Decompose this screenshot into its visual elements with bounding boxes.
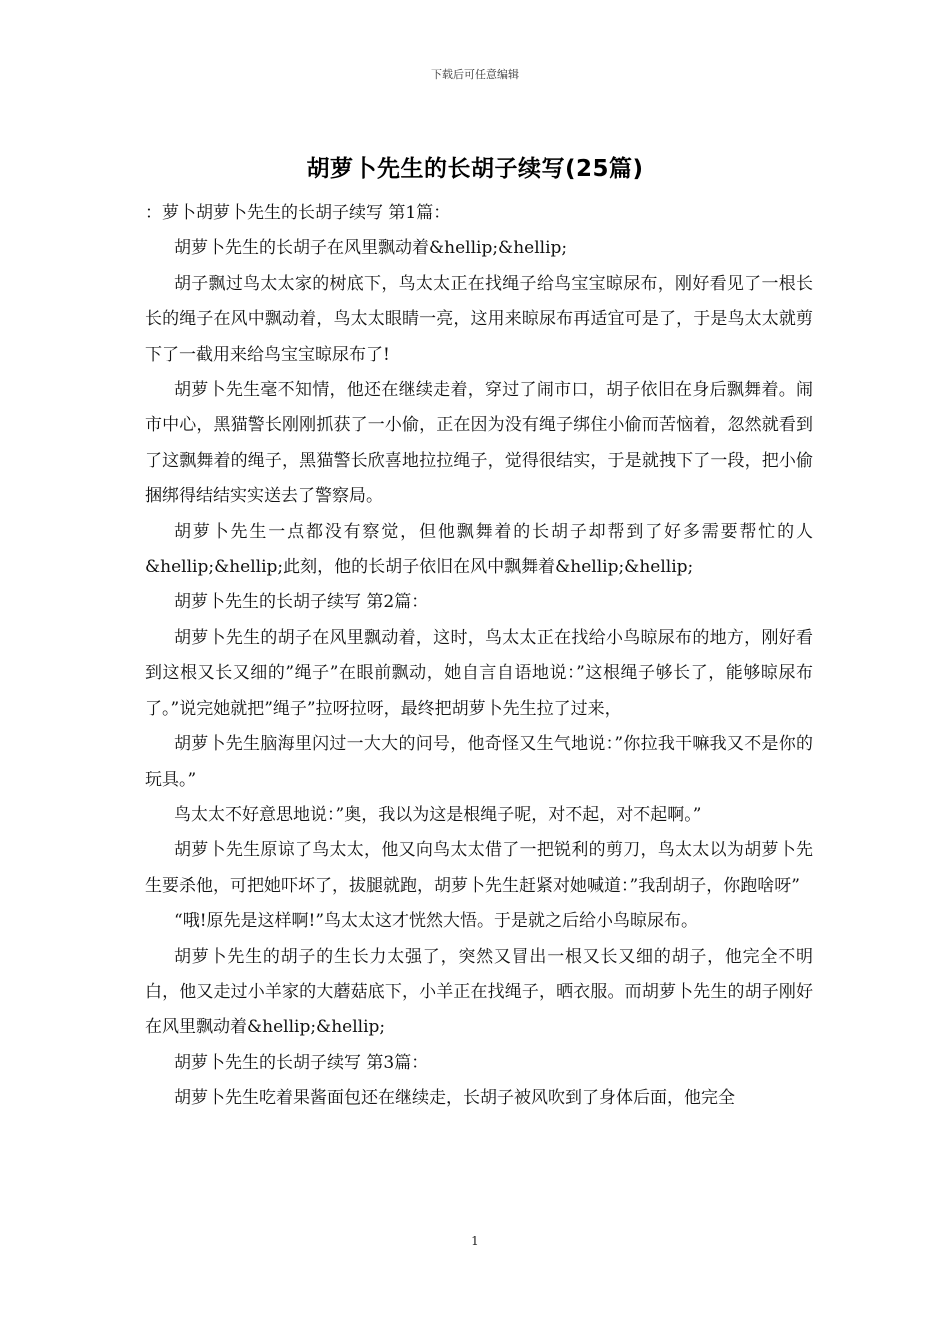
paragraph: 胡子飘过鸟太太家的树底下，鸟太太正在找绳子给鸟宝宝晾尿布，刚好看见了一根长长的绳子在风中飘动着，鸟太太眼睛一亮，这用来晾尿布再适宜可是了，于是鸟太太就剪下了一截用来给鸟宝宝晾尿布了! (145, 273, 813, 365)
document-body (145, 196, 813, 1117)
paragraph: 鸟太太不好意思地说：”奥，我以为这是根绳子呢，对不起，对不起啊。” (174, 804, 702, 825)
paragraph: 胡萝卜先生原谅了鸟太太，他又向鸟太太借了一把锐利的剪刀，鸟太太以为胡萝卜先生要杀他，可把她吓坏了，拔腿就跑，胡萝卜先生赶紧对她喊道：”我刮胡子，你跑啥呀” (145, 840, 813, 896)
document-title: 胡萝卜先生的长胡子续写(25篇) (306, 156, 644, 182)
page-number: 1 (471, 1234, 479, 1248)
paragraph: 胡萝卜先生吃着果酱面包还在继续走，长胡子被风吹到了身体后面，他完全 (174, 1088, 735, 1109)
paragraph: 胡萝卜先生一点都没有察觉，但他飘舞着的长胡子却帮到了好多需要帮忙的人&hellip;&hellip;此刻，他的长胡子依旧在风中飘舞着&hellip;&hellip; (145, 521, 813, 578)
section-heading-3: 胡萝卜先生的长胡子续写 第3篇： (174, 1052, 429, 1073)
section-heading-2: 胡萝卜先生的长胡子续写 第2篇： (174, 592, 429, 613)
paragraph: 胡萝卜先生的胡子的生长力太强了，突然又冒出一根又长又细的胡子，他完全不明白，他又走过小羊家的大蘑菇底下，小羊正在找绳子，晒衣服。而胡萝卜先生的胡子刚好在风里飘动着&hellip;&hellip; (145, 946, 813, 1038)
paragraph: 胡萝卜先生的胡子在风里飘动着，这时，鸟太太正在找给小鸟晾尿布的地方，刚好看到这根又长又细的”绳子”在眼前飘动，她自言自语地说：”这根绳子够长了，能够晾尿布了。”说完她就把”绳子”拉呀拉呀，最终把胡萝卜先生拉了过来， (145, 627, 813, 719)
header-note: 下载后可任意编辑 (431, 68, 519, 81)
paragraph: “哦!原先是这样啊!”鸟太太这才恍然大悟。于是就之后给小鸟晾尿布。 (174, 911, 699, 932)
paragraph: 胡萝卜先生的长胡子在风里飘动着&hellip;&hellip; (174, 238, 568, 259)
section-heading-1: ：萝卜胡萝卜先生的长胡子续写 第1篇： (145, 203, 451, 223)
paragraph: 胡萝卜先生脑海里闪过一大大的问号，他奇怪又生气地说：”你拉我干嘛我又不是你的玩具。” (145, 734, 813, 790)
paragraph: 胡萝卜先生毫不知情，他还在继续走着，穿过了闹市口，胡子依旧在身后飘舞着。闹市中心，黑猫警长刚刚抓获了一小偷，正在因为没有绳子绑住小偷而苦恼着，忽然就看到了这飘舞着的绳子，黑猫警长欣喜地拉拉绳子，觉得很结实，于是就拽下了一段，把小偷捆绑得结结实实送去了警察局。 (145, 380, 813, 507)
